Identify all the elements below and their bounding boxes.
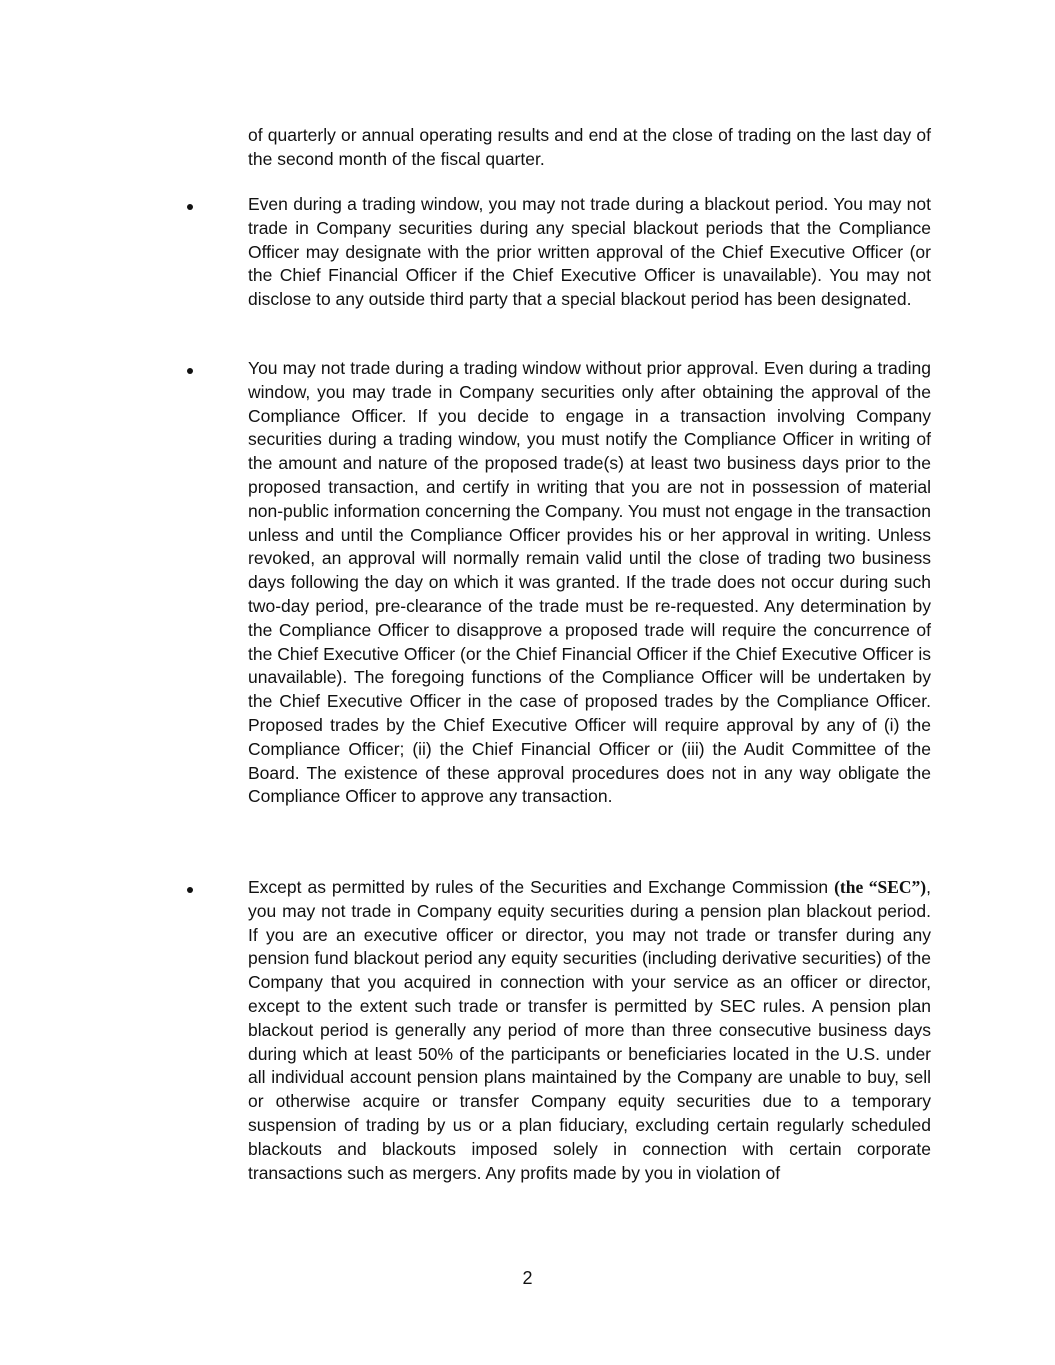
bullet-paragraph-pension-blackout: [248, 876, 931, 1185]
continuation-paragraph: of quarterly or annual operating results and end at the close of trading on the last day of the second month of the fiscal quarter.: [248, 125, 931, 169]
bullet-icon: [186, 885, 196, 895]
page-number: 2: [522, 1268, 533, 1288]
bullet-icon: [186, 366, 196, 376]
bullet-icon: [186, 202, 196, 212]
defined-term-sec: (the “SEC”): [834, 877, 927, 897]
bullet-paragraph-blackout-period: Even during a trading window, you may not trade during a blackout period. You may not trade in Company securities during any special blackout periods that the Compliance Officer may designate with the prior written approval of the Chief Executive Officer (or the Chief Financial Officer if the Chief Executive Officer is unavailable). You may not disclose to any outside third party that a special blackout period has been designated.: [248, 194, 931, 310]
pension-text-after: , you may not trade in Company equity securities during a pension plan blackout period. If you are an executive officer or director, you may not trade or transfer during any pension fund blackout period any equity securities (including derivative securities) of the Company that you acquired in connection with your service as an officer or director, except to the extent such trade or transfer is permitted by SEC rules. A pension plan blackout period is generally any period of more than three consecutive business days during which at least 50% of the participants or beneficiaries located in the U.S. under all individual account pension plans maintained by the Company are unable to buy, sell or otherwise acquire or transfer Company equity securities due to a temporary suspension of trading by us or a plan fiduciary, excluding certain regularly scheduled blackouts and blackouts imposed solely in connection with certain corporate transactions such as mergers. Any profits made by you in violation of: [248, 877, 931, 1183]
bullet-paragraph-prior-approval: You may not trade during a trading window without prior approval. Even during a trading window, you may trade in Company securities only after obtaining the approval of the Compliance Officer. If you decide to engage in a transaction involving Company securities during a trading window, you must notify the Compliance Officer in writing of the amount and nature of the proposed trade(s) at least two business days prior to the proposed transaction, and certify in writing that you are not in possession of material non-public information concerning the Company. You must not engage in the transaction unless and until the Compliance Officer provides his or her approval in writing. Unless revoked, an approval will normally remain valid until the close of trading two business days following the day on which it was granted. If the trade does not occur during such two-day period, pre-clearance of the trade must be re-requested. Any determination by the Compliance Officer to disapprove a proposed trade will require the concurrence of the Chief Executive Officer (or the Chief Financial Officer if the Chief Executive Officer is unavailable). The foregoing functions of the Compliance Officer will be undertaken by the Chief Executive Officer in the case of proposed trades by the Compliance Officer. Proposed trades by the Chief Executive Officer will require approval by any of (i) the Compliance Officer; (ii) the Chief Financial Officer or (iii) the Audit Committee of the Board. The existence of these approval procedures does not in any way obligate the Compliance Officer to approve any transaction.: [248, 358, 931, 807]
pension-text-before: Except as permitted by rules of the Securities and Exchange Commission: [248, 877, 835, 897]
